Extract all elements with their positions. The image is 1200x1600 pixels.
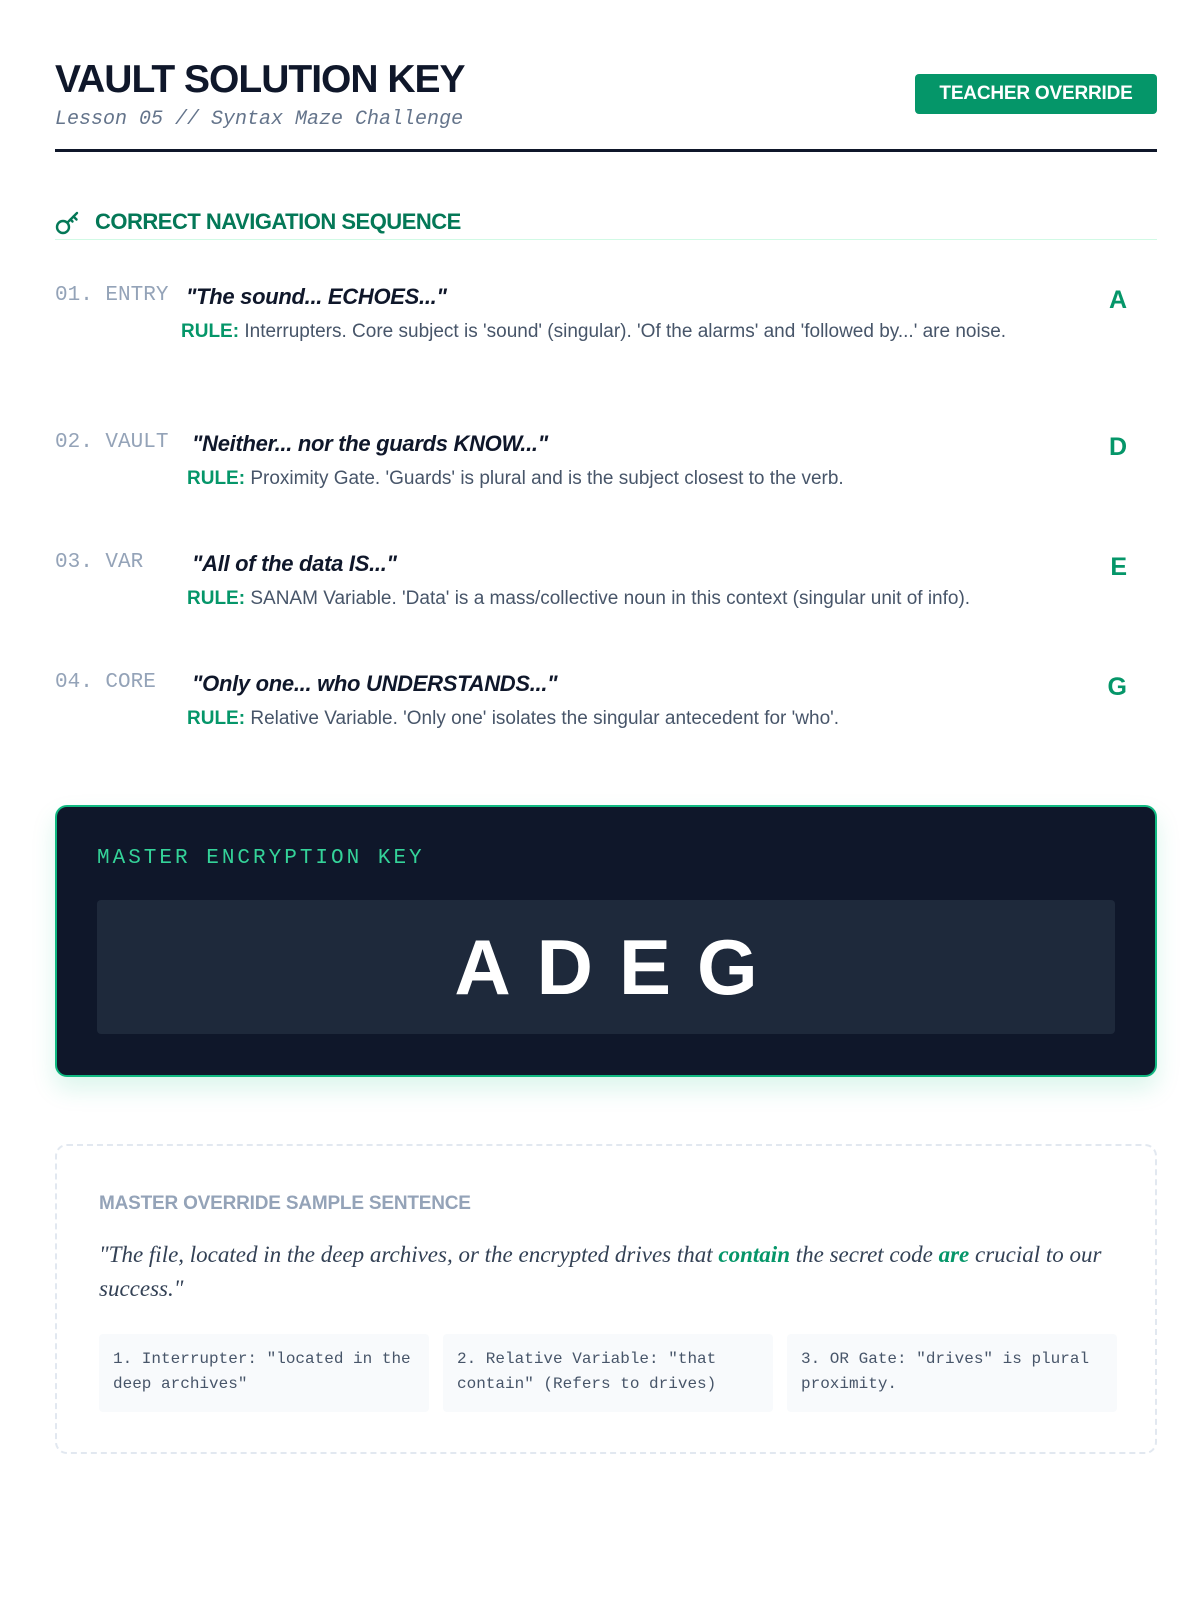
sequence-step <box>55 671 1157 731</box>
page-subtitle: Lesson 05 // Syntax Maze Challenge <box>55 108 464 131</box>
override-sample-box <box>55 1144 1157 1454</box>
step-rule <box>187 465 1087 492</box>
rule-text: SANAM Variable. 'Data' is a mass/collective noun in this context (singular unit of info). <box>250 588 971 609</box>
solution-key-page <box>55 0 1157 1393</box>
master-key-code: ADEG <box>454 922 784 1011</box>
rule-text: Interrupters. Core subject is 'sound' (singular). 'Of the alarms' and 'followed by...' are noise. <box>244 321 1007 342</box>
section-heading <box>55 206 1157 240</box>
analysis-note: 1. Interrupter: "located in the deep archives" <box>99 1334 429 1412</box>
sample-label: MASTER OVERRIDE SAMPLE SENTENCE <box>99 1193 471 1214</box>
master-key-card <box>55 805 1157 1077</box>
page-header <box>55 0 1157 152</box>
rule-label: RULE: <box>187 588 246 609</box>
step-number: 03. VAR <box>55 551 144 574</box>
key-icon <box>55 210 81 236</box>
step-rule <box>187 705 1087 732</box>
sentence-text: crucial to our success." <box>99 1242 1102 1301</box>
step-answer: E <box>1110 553 1127 581</box>
step-number: 04. CORE <box>55 671 156 694</box>
step-number: 02. VAULT <box>55 431 169 454</box>
page-title: VAULT SOLUTION KEY <box>55 58 465 101</box>
step-answer: A <box>1108 286 1127 314</box>
sentence-text: the secret code <box>790 1242 939 1267</box>
section-title: CORRECT NAVIGATION SEQUENCE <box>95 209 461 234</box>
step-rule <box>181 318 1061 345</box>
step-quote: "Only one... who UNDERSTANDS..." <box>192 671 558 696</box>
highlighted-verb: contain <box>718 1242 790 1267</box>
rule-text: Relative Variable. 'Only one' isolates the singular antecedent for 'who'. <box>250 708 840 729</box>
step-rule <box>187 585 1107 612</box>
rule-label: RULE: <box>187 708 246 729</box>
sample-sentence <box>99 1238 1109 1306</box>
rule-text: Proximity Gate. 'Guards' is plural and is the subject closest to the verb. <box>250 468 844 489</box>
analysis-note: 2. Relative Variable: "that contain" (Refers to drives) <box>443 1334 773 1412</box>
step-answer: G <box>1107 673 1127 701</box>
master-key-label: MASTER ENCRYPTION KEY <box>97 847 425 870</box>
step-quote: "All of the data IS..." <box>192 551 397 576</box>
step-quote: "Neither... nor the guards KNOW..." <box>192 431 548 456</box>
sentence-text: "The file, located in the deep archives, or the encrypted drives that <box>99 1242 719 1267</box>
step-quote: "The sound... ECHOES..." <box>186 284 447 309</box>
rule-label: RULE: <box>187 468 246 489</box>
sequence-step <box>55 284 1157 374</box>
step-answer: D <box>1108 433 1127 461</box>
rule-label: RULE: <box>181 321 240 342</box>
sequence-step <box>55 431 1157 491</box>
master-key-display <box>97 900 1115 1034</box>
highlighted-verb: are <box>938 1242 970 1267</box>
analysis-note: 3. OR Gate: "drives" is plural proximity. <box>787 1334 1117 1412</box>
sequence-step <box>55 551 1157 611</box>
analysis-notes <box>99 1334 1117 1412</box>
step-number: 01. ENTRY <box>55 284 169 307</box>
teacher-override-button[interactable]: TEACHER OVERRIDE <box>915 74 1157 114</box>
